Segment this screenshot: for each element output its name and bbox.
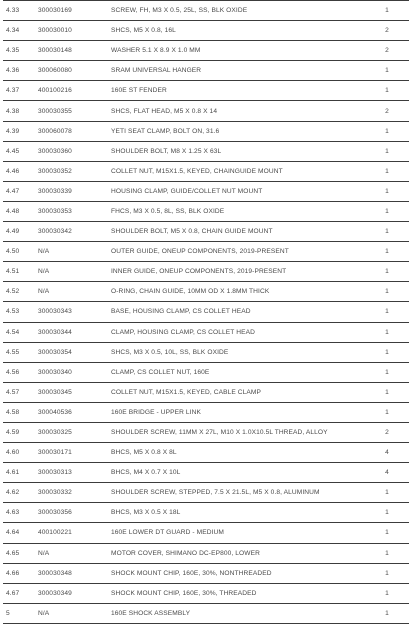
- quantity-cell: 1: [361, 121, 409, 141]
- part-number-cell: 300030340: [35, 362, 108, 382]
- description-cell: HOUSING CLAMP, GUIDE/COLLET NUT MOUNT: [108, 181, 361, 201]
- description-cell: BHCS, M4 X 0.7 X 10L: [108, 463, 361, 483]
- part-number-cell: 300030010: [35, 21, 108, 41]
- description-cell: SHOULDER SCREW, STEPPED, 7.5 X 21.5L, M5 X 0.8, ALUMINUM: [108, 483, 361, 503]
- quantity-cell: 1: [361, 161, 409, 181]
- item-number-cell: 4.58: [3, 402, 35, 422]
- description-cell: CLAMP, CS COLLET NUT, 160E: [108, 362, 361, 382]
- item-number-cell: 4.46: [3, 161, 35, 181]
- item-number-cell: 4.47: [3, 181, 35, 201]
- description-cell: SHOULDER BOLT, M5 X 0.8, CHAIN GUIDE MOUNT: [108, 222, 361, 242]
- item-number-cell: 4.55: [3, 342, 35, 362]
- item-number-cell: 4.54: [3, 322, 35, 342]
- quantity-cell: 1: [361, 603, 409, 623]
- table-row: [3, 101, 409, 121]
- item-number-cell: 4.53: [3, 302, 35, 322]
- description-cell: SHOCK MOUNT CHIP, 160E, 30%, THREADED: [108, 583, 361, 603]
- description-cell: SHOULDER SCREW, 11MM X 27L, M10 X 1.0X10.5L THREAD, ALLOY: [108, 422, 361, 442]
- table-row: [3, 443, 409, 463]
- table-row: [3, 503, 409, 523]
- quantity-cell: 1: [361, 242, 409, 262]
- quantity-cell: 1: [361, 201, 409, 221]
- table-row: [3, 242, 409, 262]
- description-cell: SHOULDER BOLT, M8 X 1.25 X 63L: [108, 141, 361, 161]
- description-cell: BHCS, M5 X 0.8 X 8L: [108, 443, 361, 463]
- part-number-cell: 300030171: [35, 443, 108, 463]
- description-cell: OUTER GUIDE, ONEUP COMPONENTS, 2019-PRESENT: [108, 242, 361, 262]
- part-number-cell: 300030349: [35, 583, 108, 603]
- table-row: [3, 302, 409, 322]
- quantity-cell: 1: [361, 302, 409, 322]
- description-cell: SRAM UNIVERSAL HANGER: [108, 61, 361, 81]
- part-number-cell: 400100221: [35, 523, 108, 543]
- item-number-cell: 4.50: [3, 242, 35, 262]
- item-number-cell: 4.51: [3, 262, 35, 282]
- table-row: [3, 1, 409, 21]
- description-cell: SHOCK MOUNT CHIP, 160E, 30%, NONTHREADED: [108, 563, 361, 583]
- table-row: [3, 362, 409, 382]
- item-number-cell: 4.52: [3, 282, 35, 302]
- quantity-cell: 2: [361, 101, 409, 121]
- item-number-cell: 4.49: [3, 222, 35, 242]
- quantity-cell: 2: [361, 41, 409, 61]
- description-cell: 160E BRIDGE - UPPER LINK: [108, 402, 361, 422]
- part-number-cell: 300030345: [35, 382, 108, 402]
- quantity-cell: 1: [361, 222, 409, 242]
- quantity-cell: 1: [361, 503, 409, 523]
- description-cell: 160E SHOCK ASSEMBLY: [108, 603, 361, 623]
- table-row: [3, 402, 409, 422]
- quantity-cell: 1: [361, 322, 409, 342]
- table-row: [3, 282, 409, 302]
- item-number-cell: 4.38: [3, 101, 35, 121]
- table-row: [3, 262, 409, 282]
- description-cell: BASE, HOUSING CLAMP, CS COLLET HEAD: [108, 302, 361, 322]
- table-row: [3, 201, 409, 221]
- item-number-cell: 4.59: [3, 422, 35, 442]
- part-number-cell: 300030352: [35, 161, 108, 181]
- table-row: [3, 322, 409, 342]
- quantity-cell: 1: [361, 543, 409, 563]
- parts-table: [3, 0, 409, 624]
- item-number-cell: 4.35: [3, 41, 35, 61]
- part-number-cell: 400100216: [35, 81, 108, 101]
- table-row: [3, 563, 409, 583]
- part-number-cell: N/A: [35, 543, 108, 563]
- table-row: [3, 382, 409, 402]
- quantity-cell: 1: [361, 342, 409, 362]
- table-row: [3, 463, 409, 483]
- part-number-cell: 300030148: [35, 41, 108, 61]
- quantity-cell: 1: [361, 141, 409, 161]
- item-number-cell: 4.56: [3, 362, 35, 382]
- description-cell: SCREW, FH, M3 X 0.5, 25L, SS, BLK OXIDE: [108, 1, 361, 21]
- table-row: [3, 543, 409, 563]
- part-number-cell: 300030356: [35, 503, 108, 523]
- item-number-cell: 4.36: [3, 61, 35, 81]
- description-cell: SHCS, FLAT HEAD, M5 X 0.8 X 14: [108, 101, 361, 121]
- quantity-cell: 1: [361, 483, 409, 503]
- quantity-cell: 2: [361, 21, 409, 41]
- quantity-cell: 1: [361, 61, 409, 81]
- description-cell: BHCS, M3 X 0.5 X 18L: [108, 503, 361, 523]
- table-row: [3, 422, 409, 442]
- table-row: [3, 121, 409, 141]
- quantity-cell: 4: [361, 443, 409, 463]
- part-number-cell: 300030313: [35, 463, 108, 483]
- table-row: [3, 41, 409, 61]
- description-cell: CLAMP, HOUSING CLAMP, CS COLLET HEAD: [108, 322, 361, 342]
- item-number-cell: 4.57: [3, 382, 35, 402]
- item-number-cell: 4.62: [3, 483, 35, 503]
- description-cell: SHCS, M5 X 0.8, 16L: [108, 21, 361, 41]
- item-number-cell: 5: [3, 603, 35, 623]
- quantity-cell: 1: [361, 523, 409, 543]
- part-number-cell: N/A: [35, 262, 108, 282]
- quantity-cell: 1: [361, 382, 409, 402]
- table-row: [3, 181, 409, 201]
- part-number-cell: 300030169: [35, 1, 108, 21]
- quantity-cell: 2: [361, 422, 409, 442]
- item-number-cell: 4.34: [3, 21, 35, 41]
- item-number-cell: 4.61: [3, 463, 35, 483]
- quantity-cell: 1: [361, 583, 409, 603]
- table-row: [3, 81, 409, 101]
- item-number-cell: 4.33: [3, 1, 35, 21]
- description-cell: O-RING, CHAIN GUIDE, 10MM OD X 1.8MM THICK: [108, 282, 361, 302]
- table-row: [3, 161, 409, 181]
- table-row: [3, 583, 409, 603]
- part-number-cell: 300030332: [35, 483, 108, 503]
- description-cell: 160E LOWER DT GUARD - MEDIUM: [108, 523, 361, 543]
- quantity-cell: 1: [361, 362, 409, 382]
- item-number-cell: 4.37: [3, 81, 35, 101]
- part-number-cell: 300030355: [35, 101, 108, 121]
- part-number-cell: 300030342: [35, 222, 108, 242]
- description-cell: 160E ST FENDER: [108, 81, 361, 101]
- quantity-cell: 1: [361, 181, 409, 201]
- quantity-cell: 1: [361, 402, 409, 422]
- description-cell: COLLET NUT, M15X1.5, KEYED, CHAINGUIDE MOUNT: [108, 161, 361, 181]
- table-row: [3, 61, 409, 81]
- part-number-cell: 300030344: [35, 322, 108, 342]
- quantity-cell: 1: [361, 563, 409, 583]
- description-cell: SHCS, M3 X 0.5, 10L, SS, BLK OXIDE: [108, 342, 361, 362]
- table-row: [3, 342, 409, 362]
- part-number-cell: 300060078: [35, 121, 108, 141]
- item-number-cell: 4.65: [3, 543, 35, 563]
- table-row: [3, 141, 409, 161]
- description-cell: COLLET NUT, M15X1.5, KEYED, CABLE CLAMP: [108, 382, 361, 402]
- description-cell: WASHER 5.1 X 8.9 X 1.0 MM: [108, 41, 361, 61]
- part-number-cell: N/A: [35, 603, 108, 623]
- part-number-cell: N/A: [35, 242, 108, 262]
- part-number-cell: 300030353: [35, 201, 108, 221]
- parts-table-body: [3, 1, 409, 624]
- part-number-cell: 300030348: [35, 563, 108, 583]
- part-number-cell: 300040536: [35, 402, 108, 422]
- part-number-cell: N/A: [35, 282, 108, 302]
- description-cell: INNER GUIDE, ONEUP COMPONENTS, 2019-PRESENT: [108, 262, 361, 282]
- part-number-cell: 300030343: [35, 302, 108, 322]
- part-number-cell: 300030325: [35, 422, 108, 442]
- quantity-cell: 1: [361, 262, 409, 282]
- description-cell: FHCS, M3 X 0.5, 8L, SS, BLK OXIDE: [108, 201, 361, 221]
- item-number-cell: 4.67: [3, 583, 35, 603]
- quantity-cell: 1: [361, 1, 409, 21]
- part-number-cell: 300060080: [35, 61, 108, 81]
- part-number-cell: 300030339: [35, 181, 108, 201]
- quantity-cell: 4: [361, 463, 409, 483]
- item-number-cell: 4.63: [3, 503, 35, 523]
- part-number-cell: 300030354: [35, 342, 108, 362]
- quantity-cell: 1: [361, 81, 409, 101]
- table-row: [3, 222, 409, 242]
- quantity-cell: 1: [361, 282, 409, 302]
- item-number-cell: 4.60: [3, 443, 35, 463]
- item-number-cell: 4.48: [3, 201, 35, 221]
- item-number-cell: 4.45: [3, 141, 35, 161]
- description-cell: YETI SEAT CLAMP, BOLT ON, 31.6: [108, 121, 361, 141]
- table-row: [3, 523, 409, 543]
- item-number-cell: 4.39: [3, 121, 35, 141]
- description-cell: MOTOR COVER, SHIMANO DC-EP800, LOWER: [108, 543, 361, 563]
- item-number-cell: 4.66: [3, 563, 35, 583]
- table-row: [3, 603, 409, 623]
- part-number-cell: 300030360: [35, 141, 108, 161]
- table-row: [3, 21, 409, 41]
- table-row: [3, 483, 409, 503]
- item-number-cell: 4.64: [3, 523, 35, 543]
